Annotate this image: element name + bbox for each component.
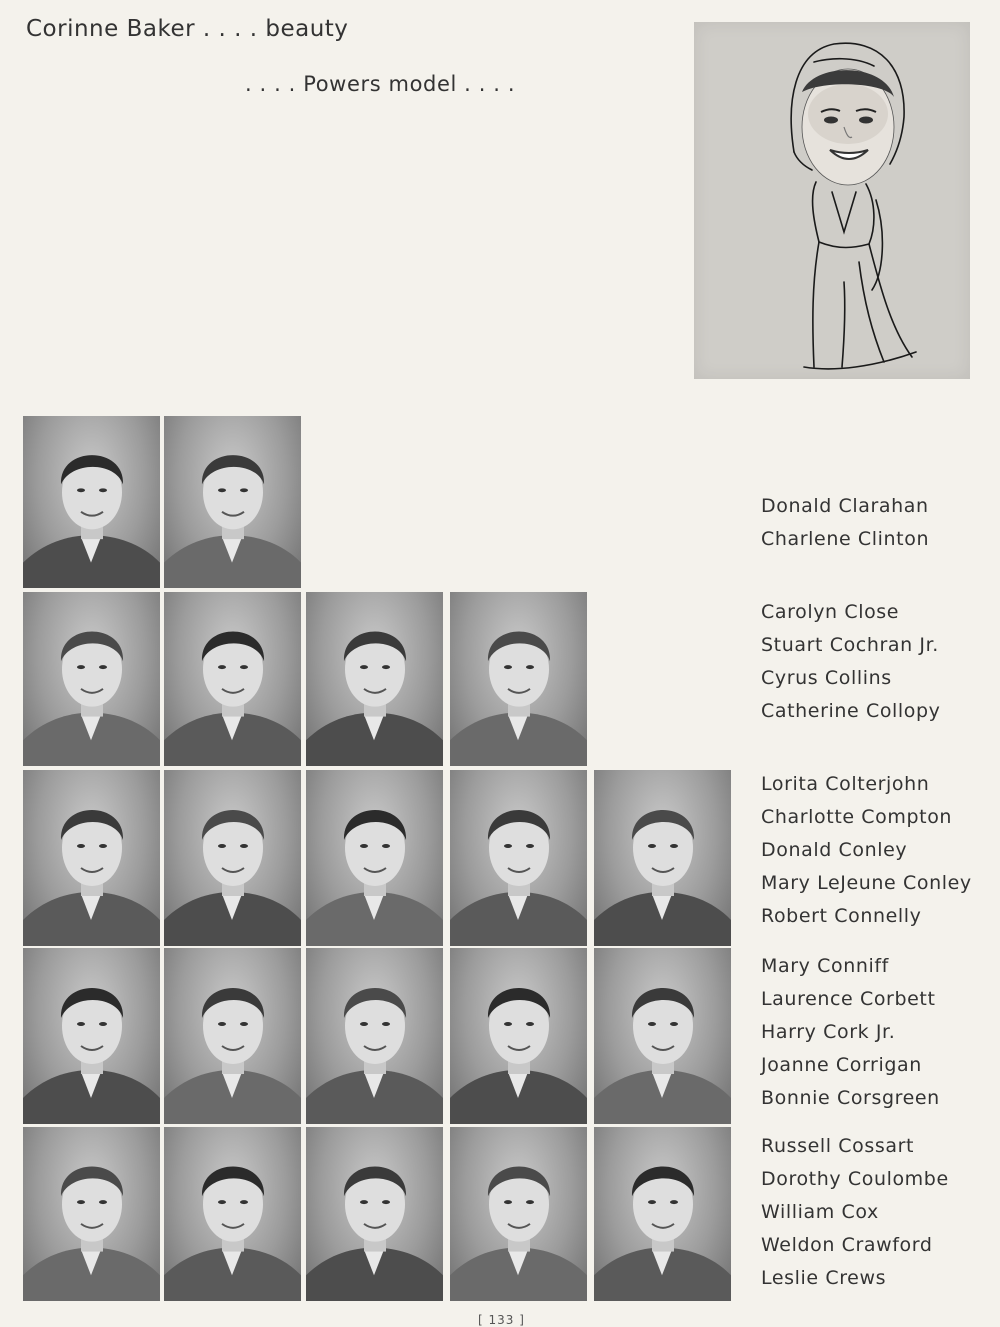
- student-portrait: [594, 948, 731, 1124]
- student-name: Donald Clarahan: [761, 495, 929, 517]
- student-portrait: [23, 948, 160, 1124]
- student-portrait: [164, 770, 301, 946]
- student-name: Weldon Crawford: [761, 1234, 933, 1256]
- student-name: Harry Cork Jr.: [761, 1021, 896, 1043]
- student-portrait: [306, 1127, 443, 1301]
- student-name: Mary LeJeune Conley: [761, 872, 972, 894]
- student-name: Lorita Colterjohn: [761, 773, 930, 795]
- student-name: William Cox: [761, 1201, 879, 1223]
- student-portrait: [306, 592, 443, 766]
- student-name: Carolyn Close: [761, 601, 900, 623]
- student-name: Stuart Cochran Jr.: [761, 634, 939, 656]
- feature-subcaption: . . . . Powers model . . . .: [245, 72, 516, 96]
- name-group-row-1: [761, 490, 929, 556]
- page-number: [ 133 ]: [478, 1313, 525, 1327]
- student-portrait: [23, 770, 160, 946]
- student-portrait: [594, 1127, 731, 1301]
- name-group-row-5: [761, 1130, 949, 1295]
- student-name: Donald Conley: [761, 839, 908, 861]
- student-name: Cyrus Collins: [761, 667, 892, 689]
- student-portrait: [23, 1127, 160, 1301]
- student-portrait: [450, 592, 587, 766]
- student-portrait: [164, 592, 301, 766]
- student-portrait: [450, 948, 587, 1124]
- student-portrait: [23, 592, 160, 766]
- student-name: Leslie Crews: [761, 1267, 887, 1289]
- student-name: Russell Cossart: [761, 1135, 915, 1157]
- student-portrait: [23, 416, 160, 588]
- student-name: Joanne Corrigan: [761, 1054, 922, 1076]
- student-name: Catherine Collopy: [761, 700, 941, 722]
- student-name: Laurence Corbett: [761, 988, 936, 1010]
- student-portrait: [450, 1127, 587, 1301]
- student-name: Mary Conniff: [761, 955, 889, 977]
- student-name: Bonnie Corsgreen: [761, 1087, 940, 1109]
- name-group-row-3: [761, 768, 972, 933]
- student-portrait: [594, 770, 731, 946]
- feature-caption: Corinne Baker . . . . beauty: [26, 16, 349, 42]
- student-name: Charlotte Compton: [761, 806, 953, 828]
- student-portrait: [164, 1127, 301, 1301]
- student-portrait: [306, 770, 443, 946]
- student-name: Dorothy Coulombe: [761, 1168, 949, 1190]
- student-portrait: [164, 416, 301, 588]
- name-group-row-2: [761, 596, 941, 728]
- student-portrait: [306, 948, 443, 1124]
- student-name: Robert Connelly: [761, 905, 922, 927]
- name-group-row-4: [761, 950, 940, 1115]
- student-portrait: [164, 948, 301, 1124]
- caricature-illustration: [694, 22, 970, 379]
- student-portrait: [450, 770, 587, 946]
- student-name: Charlene Clinton: [761, 528, 930, 550]
